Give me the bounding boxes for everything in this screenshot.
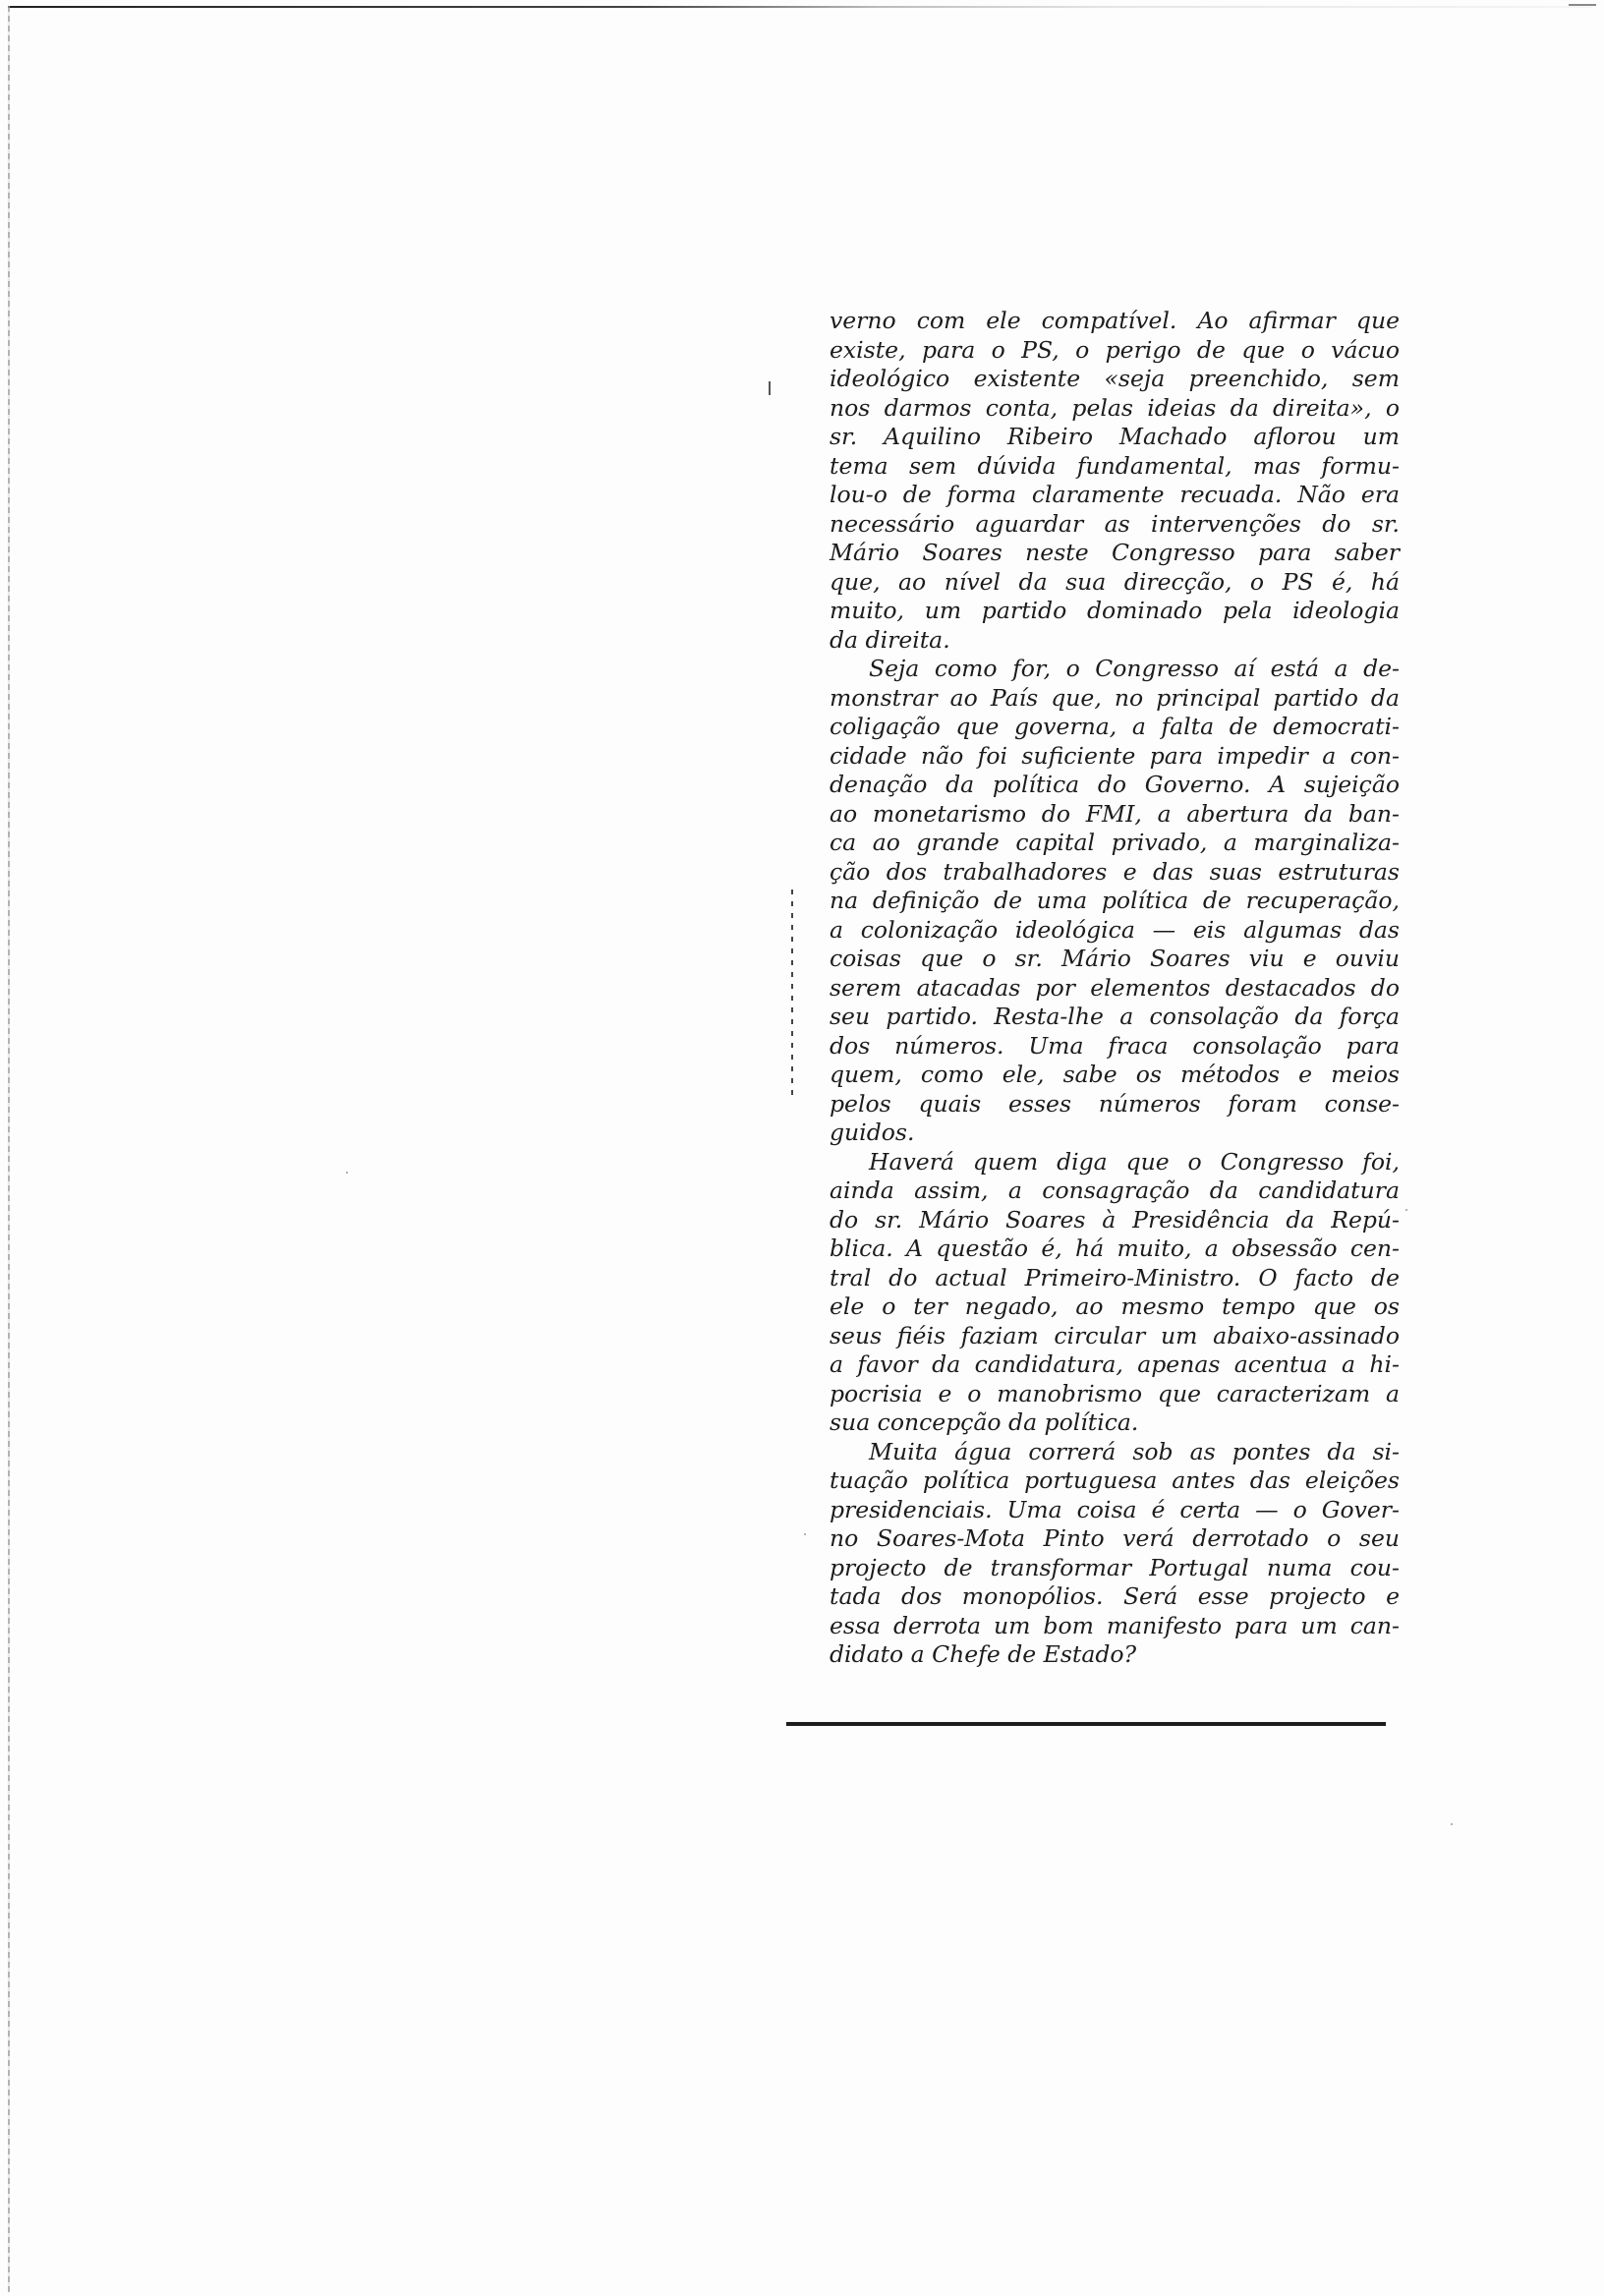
article-column: [830, 307, 1400, 1670]
text-line: existe, para o PS, o perigo de que o vácuo: [830, 335, 1400, 364]
text-line: quem, como ele, sabe os métodos e meios: [830, 1061, 1400, 1088]
text-line: guidos.: [830, 1119, 915, 1146]
text-line: denação da política do Governo. A sujeição: [830, 771, 1400, 798]
text-line: seu partido. Resta-lhe a consolação da força: [830, 1003, 1400, 1030]
text-line: ideológico existente «seja preenchido, sem: [830, 365, 1400, 392]
text-line: nos darmos conta, pelas ideias da direita», o: [830, 393, 1400, 422]
text-line: tral do actual Primeiro-Ministro. O facto de: [830, 1263, 1400, 1292]
text-line: presidenciais. Uma coisa é certa — o Gover-: [830, 1495, 1400, 1523]
text-line: essa derrota um bom manifesto para um can-: [830, 1611, 1400, 1639]
text-line: sua concepção da política.: [830, 1408, 1139, 1436]
text-line: projecto de transformar Portugal numa cou-: [830, 1553, 1400, 1581]
article-paragraph: [830, 655, 1400, 1148]
text-line: tada dos monopólios. Será esse projecto e: [830, 1582, 1400, 1610]
text-line: dos números. Uma fraca consolação para: [830, 1031, 1400, 1060]
text-line: lou-o de forma claramente recuada. Não era: [830, 481, 1400, 508]
text-line: ção dos trabalhadores e das suas estruturas: [830, 857, 1400, 886]
text-line: na definição de uma política de recuperação,: [830, 887, 1400, 914]
scan-speck: [804, 1533, 806, 1535]
text-line: verno com ele compatível. Ao afirmar que: [830, 307, 1400, 334]
text-line: monstrar ao País que, no principal partido da: [830, 683, 1400, 712]
text-line: didato a Chefe de Estado?: [830, 1640, 1137, 1668]
text-line: a colonização ideológica — eis algumas das: [830, 915, 1400, 944]
text-line: seus fiéis faziam circular um abaixo-assinado: [830, 1321, 1400, 1349]
text-line: ca ao grande capital privado, a marginaliza-: [830, 829, 1400, 856]
article-paragraph: [830, 1438, 1400, 1670]
text-line: sr. Aquilino Ribeiro Machado aflorou um: [830, 423, 1400, 450]
text-line: muito, um partido dominado pela ideologia: [830, 597, 1400, 624]
text-line: da direita.: [830, 625, 950, 654]
text-line: a favor da candidatura, apenas acentua a hi-: [830, 1350, 1400, 1378]
left-scan-edge: [8, 6, 10, 2292]
text-line: necessário aguardar as intervenções do sr.: [830, 509, 1400, 538]
text-line: coligação que governa, a falta de democrati-: [830, 713, 1400, 740]
text-line: coisas que o sr. Mário Soares viu e ouviu: [830, 945, 1400, 972]
scan-speck: [1451, 1823, 1453, 1825]
text-line: Seja como for, o Congresso aí está a de-: [869, 655, 1400, 682]
text-line: cidade não foi suficiente para impedir a con-: [830, 741, 1400, 770]
text-line: tema sem dúvida fundamental, mas formu-: [830, 451, 1400, 480]
top-border-rule: [8, 6, 1592, 8]
text-line: no Soares-Mota Pinto verá derrotado o seu: [830, 1524, 1400, 1552]
margin-tick-mark: [769, 381, 771, 395]
text-line: Haverá quem diga que o Congresso foi,: [869, 1147, 1400, 1176]
margin-dotted-bar: [791, 890, 793, 1101]
text-line: ainda assim, a consagração da candidatura: [830, 1177, 1400, 1204]
scan-speck: [346, 1172, 348, 1174]
text-line: pocrisia e o manobrismo que caracterizam a: [830, 1379, 1400, 1407]
article-end-rule: [786, 1722, 1386, 1726]
text-line: pelos quais esses números foram conse-: [830, 1089, 1400, 1118]
top-right-mark: [1569, 4, 1596, 6]
text-line: ao monetarismo do FMI, a abertura da ban-: [830, 799, 1400, 828]
text-line: tuação política portuguesa antes das eleições: [830, 1466, 1400, 1494]
scan-speck: [1405, 1209, 1407, 1211]
text-line: Mário Soares neste Congresso para saber: [830, 539, 1400, 566]
text-line: que, ao nível da sua direcção, o PS é, há: [830, 567, 1400, 596]
text-line: blica. A questão é, há muito, a obsessão cen-: [830, 1234, 1400, 1262]
text-line: Muita água correrá sob as pontes da si-: [869, 1437, 1400, 1465]
text-line: ele o ter negado, ao mesmo tempo que os: [830, 1292, 1400, 1320]
article-paragraph: [830, 1148, 1400, 1438]
text-line: serem atacadas por elementos destacados do: [830, 973, 1400, 1002]
article-paragraph: [830, 307, 1400, 655]
text-line: do sr. Mário Soares à Presidência da Repú-: [830, 1205, 1400, 1234]
